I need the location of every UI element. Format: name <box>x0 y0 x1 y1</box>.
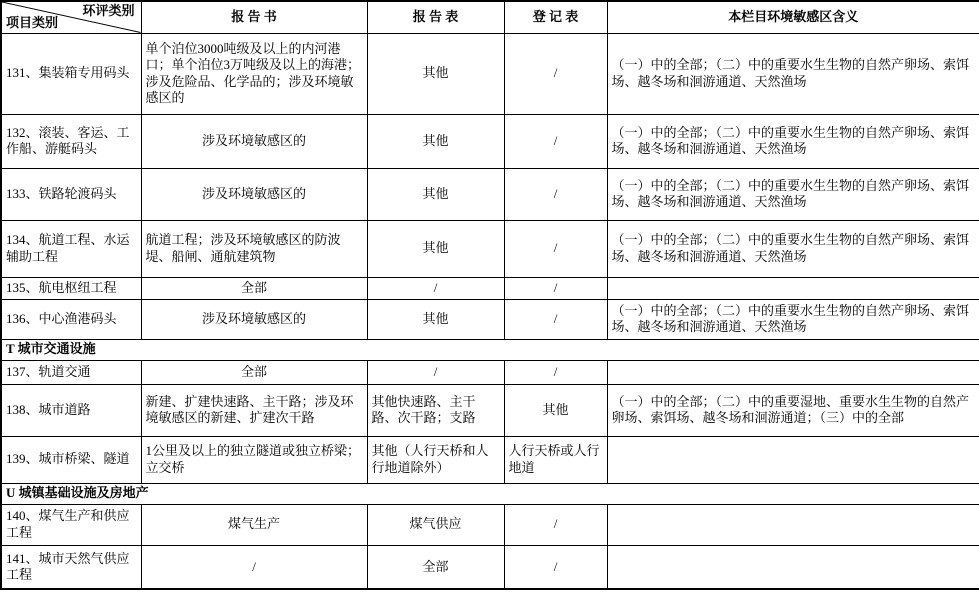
section-header-U: U 城镇基础设施及房地产 <box>1 483 979 504</box>
header-report-form: 报 告 表 <box>367 1 504 33</box>
cell-category: 135、航电枢纽工程 <box>1 277 141 299</box>
cell-category: 140、煤气生产和供应工程 <box>1 504 141 545</box>
cell-category: 133、铁路轮渡码头 <box>1 168 141 220</box>
cell-registration-form: / <box>504 545 607 589</box>
cell-registration-form: / <box>504 360 607 384</box>
cell-registration-form: / <box>504 299 607 339</box>
cell-report-form: / <box>367 277 504 299</box>
header-evaluation-category: 环评类别 <box>82 3 135 18</box>
cell-registration-form: / <box>504 504 607 545</box>
cell-sensitive-meaning <box>607 504 979 545</box>
cell-sensitive-meaning: （一）中的全部；（二）中的重要水生生物的自然产卵场、索饵场、越冬场和洄游通道、天然渔场 <box>607 299 979 339</box>
section-row <box>1 483 979 504</box>
header-project-category: 项目类别 <box>6 15 59 31</box>
cell-category: 136、中心渔港码头 <box>1 299 141 339</box>
cell-sensitive-meaning: （一）中的全部；（二）中的重要水生生物的自然产卵场、索饵场、越冬场和洄游通道、天然渔场 <box>607 168 979 220</box>
cell-category: 132、滚装、客运、工作船、游艇码头 <box>1 114 141 168</box>
cell-category: 134、航道工程、水运辅助工程 <box>1 220 141 277</box>
cell-report-book: 1公里及以上的独立隧道或独立桥梁；立交桥 <box>141 436 367 483</box>
cell-registration-form: / <box>504 168 607 220</box>
cell-report-form: 其他 <box>367 114 504 168</box>
cell-report-book: 全部 <box>141 360 367 384</box>
cell-report-book: 全部 <box>141 277 367 299</box>
cell-report-form: 其他 <box>367 33 504 114</box>
cell-sensitive-meaning: （一）中的全部；（二）中的重要湿地、重要水生生物的自然产卵场、索饵场、越冬场和洄游通道；（三）中的全部 <box>607 384 979 436</box>
header-report-book: 报 告 书 <box>141 1 367 33</box>
table-row <box>1 220 979 277</box>
cell-report-book: 涉及环境敏感区的 <box>141 168 367 220</box>
cell-category: 141、城市天然气供应工程 <box>1 545 141 589</box>
cell-registration-form: 其他 <box>504 384 607 436</box>
cell-sensitive-meaning <box>607 436 979 483</box>
section-row <box>1 339 979 360</box>
table-row <box>1 384 979 436</box>
cell-report-book: 涉及环境敏感区的 <box>141 299 367 339</box>
cell-registration-form: / <box>504 33 607 114</box>
diagonal-header-cell <box>1 1 141 33</box>
table-row <box>1 299 979 339</box>
cell-registration-form: / <box>504 220 607 277</box>
cell-category: 139、城市桥梁、隧道 <box>1 436 141 483</box>
cell-sensitive-meaning: （一）中的全部；（二）中的重要水生生物的自然产卵场、索饵场、越冬场和洄游通道、天然渔场 <box>607 114 979 168</box>
cell-registration-form: / <box>504 277 607 299</box>
cell-registration-form: / <box>504 114 607 168</box>
table-row <box>1 114 979 168</box>
cell-sensitive-meaning <box>607 277 979 299</box>
cell-report-form: 其他 <box>367 168 504 220</box>
cell-report-book: 涉及环境敏感区的 <box>141 114 367 168</box>
cell-sensitive-meaning: （一）中的全部；（二）中的重要水生生物的自然产卵场、索饵场、越冬场和洄游通道、天然渔场 <box>607 33 979 114</box>
cell-report-form: / <box>367 360 504 384</box>
header-registration-form: 登 记 表 <box>504 1 607 33</box>
table-row <box>1 360 979 384</box>
cell-report-form: 煤气供应 <box>367 504 504 545</box>
cell-report-book: / <box>141 545 367 589</box>
cell-category: 137、轨道交通 <box>1 360 141 384</box>
table-row <box>1 168 979 220</box>
table-header-row <box>1 1 979 33</box>
cell-report-form: 其他（人行天桥和人行地道除外） <box>367 436 504 483</box>
table-row <box>1 504 979 545</box>
table-row <box>1 436 979 483</box>
cell-report-form: 其他 <box>367 220 504 277</box>
cell-report-book: 单个泊位3000吨级及以上的内河港口；单个泊位3万吨级及以上的海港；涉及危险品、化学品的；涉及环境敏感区的 <box>141 33 367 114</box>
table-row <box>1 277 979 299</box>
cell-sensitive-meaning <box>607 545 979 589</box>
table-row <box>1 33 979 114</box>
header-sensitive-meaning: 本栏目环境敏感区含义 <box>607 1 979 33</box>
cell-sensitive-meaning <box>607 360 979 384</box>
section-header-T: T 城市交通设施 <box>1 339 979 360</box>
cell-category: 131、集装箱专用码头 <box>1 33 141 114</box>
cell-sensitive-meaning: （一）中的全部；（二）中的重要水生生物的自然产卵场、索饵场、越冬场和洄游通道、天然渔场 <box>607 220 979 277</box>
cell-registration-form: 人行天桥或人行地道 <box>504 436 607 483</box>
cell-report-book: 新建、扩建快速路、主干路；涉及环境敏感区的新建、扩建次干路 <box>141 384 367 436</box>
cell-report-form: 全部 <box>367 545 504 589</box>
cell-report-form: 其他快速路、主干路、次干路；支路 <box>367 384 504 436</box>
cell-report-book: 煤气生产 <box>141 504 367 545</box>
table-row <box>1 545 979 589</box>
cell-report-book: 航道工程；涉及环境敏感区的防波堤、船闸、通航建筑物 <box>141 220 367 277</box>
cell-category: 138、城市道路 <box>1 384 141 436</box>
cell-report-form: 其他 <box>367 299 504 339</box>
